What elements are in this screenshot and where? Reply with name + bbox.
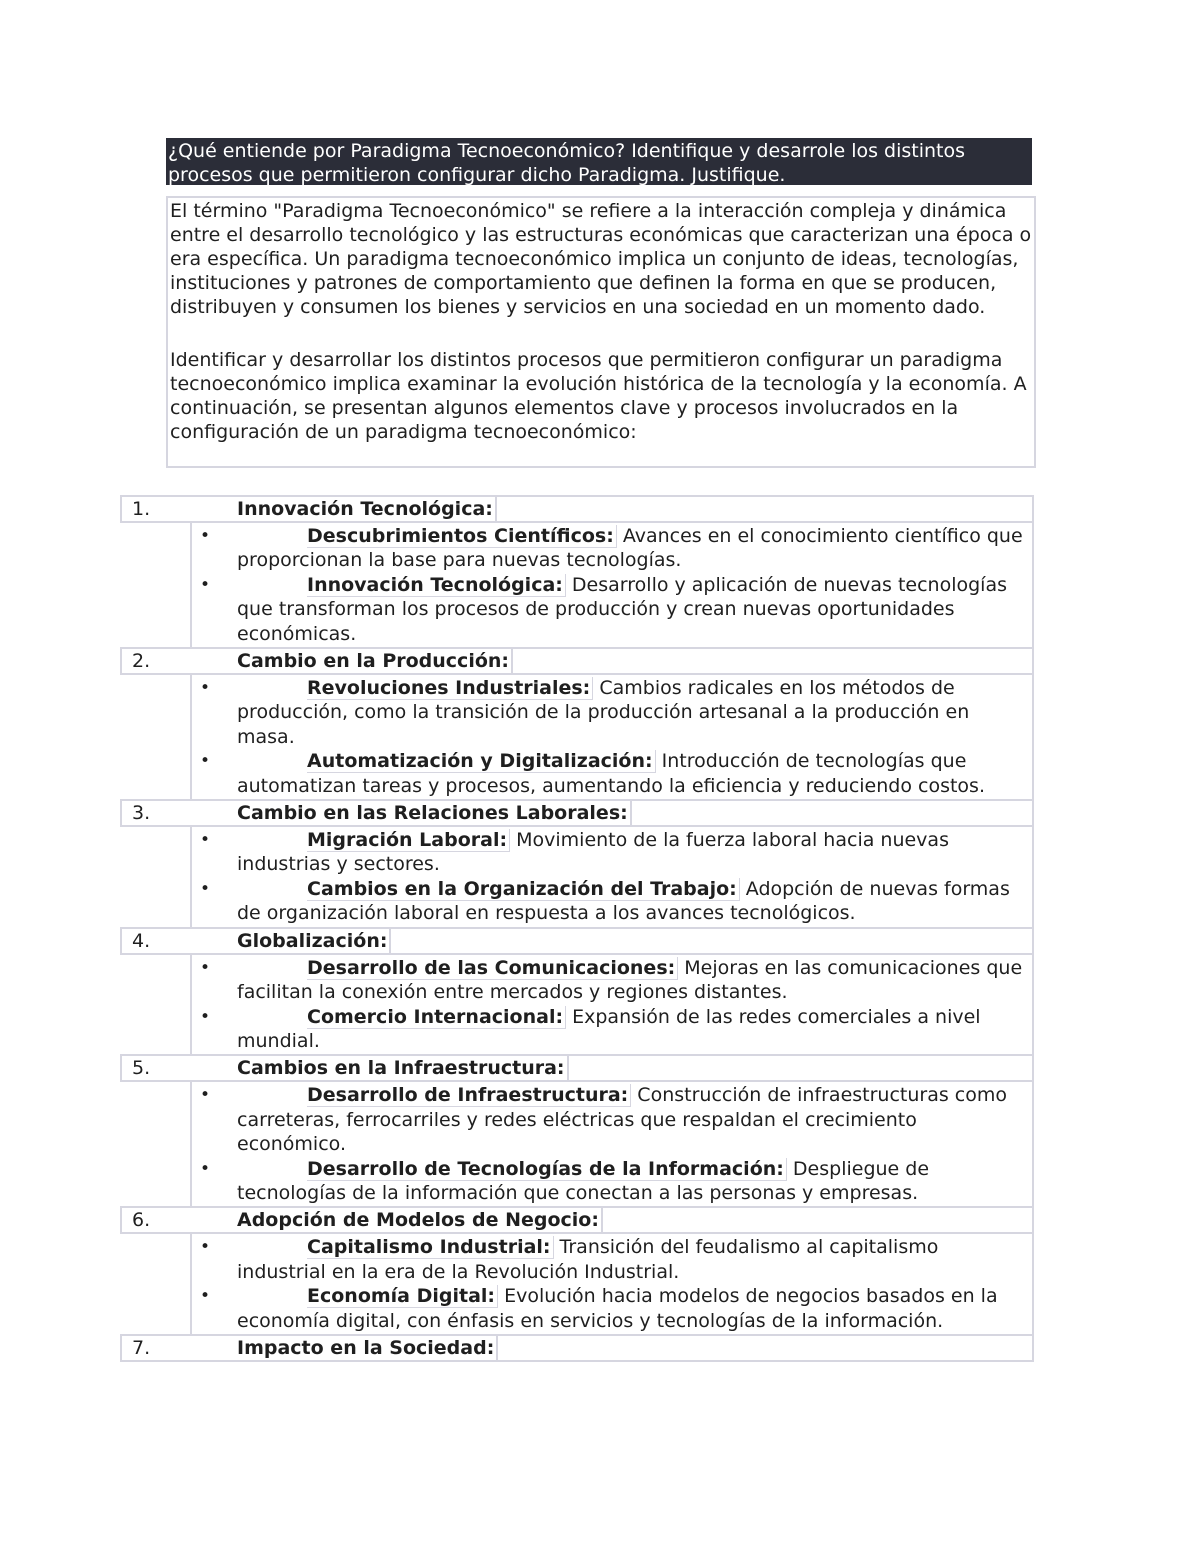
section-title: Adopción de Modelos de Negocio: bbox=[237, 1208, 603, 1232]
bullet-icon: • bbox=[200, 678, 211, 699]
section-number: 7. bbox=[132, 1336, 151, 1359]
bullet-icon: • bbox=[200, 1286, 211, 1307]
section-number: 6. bbox=[132, 1209, 151, 1232]
bullet-icon: • bbox=[200, 957, 211, 978]
answer-box bbox=[166, 196, 1036, 468]
section-body bbox=[190, 675, 1034, 799]
bullet-icon: • bbox=[200, 830, 211, 851]
list-item bbox=[192, 1083, 1032, 1156]
section-title: Impacto en la Sociedad: bbox=[237, 1336, 498, 1360]
section-title: Cambios en la Infraestructura: bbox=[237, 1056, 569, 1080]
item-label: Desarrollo de Infraestructura: bbox=[307, 1084, 631, 1107]
list-item bbox=[192, 749, 1032, 798]
answer-paragraph: El término "Paradigma Tecnoeconómico" se refiere a la interacción compleja y dinámica entre el desarrollo tecnológico y las estructuras económicas que caracterizan una época o era específica. Un paradigma tecnoeconómico implica un conjunto de ideas, tecnologías, instituciones y patrones de comportamiento que definen la forma en que se producen, distribuyen y consumen los bienes y servicios en una sociedad en un momento dado. bbox=[170, 200, 1032, 318]
bullet-icon: • bbox=[200, 1158, 211, 1179]
item-label: Innovación Tecnológica: bbox=[307, 574, 566, 597]
list-item bbox=[192, 1157, 1032, 1206]
item-label: Descubrimientos Científicos: bbox=[307, 525, 617, 548]
item-text: Cambios radicales en los métodos de producción, como la transición de la producción artesanal a la producción en masa. bbox=[237, 677, 970, 748]
section-title: Globalización: bbox=[237, 929, 391, 953]
list-item bbox=[192, 828, 1032, 877]
item-text: Transición del feudalismo al capitalismo industrial en la era de la Revolución Industrial. bbox=[237, 1236, 939, 1283]
section-number: 5. bbox=[132, 1057, 151, 1080]
section-number: 2. bbox=[132, 650, 151, 673]
section-body bbox=[190, 523, 1034, 647]
item-text: Mejoras en las comunicaciones que facilitan la conexión entre mercados y regiones distantes. bbox=[237, 956, 1023, 1004]
item-text: Adopción de nuevas formas de organización laboral en respuesta a los avances tecnológicos. bbox=[237, 877, 1010, 925]
item-text: Evolución hacia modelos de negocios basados en la economía digital, con énfasis en servicios y tecnologías de la información. bbox=[237, 1285, 998, 1332]
item-text: Expansión de las redes comerciales a nivel mundial. bbox=[237, 1005, 981, 1052]
item-text: Avances en el conocimiento científico que proporcionan la base para nuevas tecnologías. bbox=[237, 525, 1023, 572]
list-item bbox=[192, 524, 1032, 573]
bullet-icon: • bbox=[200, 1006, 211, 1027]
item-text: Construcción de infraestructuras como carreteras, ferrocarriles y redes eléctricas que respaldan el crecimiento económico. bbox=[237, 1084, 1007, 1156]
item-text: Desarrollo y aplicación de nuevas tecnologías que transforman los procesos de producción y crean nuevas oportunidades económicas. bbox=[237, 573, 1008, 645]
item-label: Cambios en la Organización del Trabajo: bbox=[307, 878, 740, 901]
section-title: Cambio en la Producción: bbox=[237, 649, 513, 673]
section-title: Innovación Tecnológica: bbox=[237, 497, 497, 521]
question-heading: ¿Qué entiende por Paradigma Tecnoeconómico? Identifique y desarrole los distintos procesos que permitieron configurar dicho Paradigma. Justifique. bbox=[166, 138, 1032, 185]
list-item bbox=[192, 1005, 1032, 1054]
list-item bbox=[192, 1284, 1032, 1333]
section-heading bbox=[120, 927, 1034, 955]
bullet-icon: • bbox=[200, 751, 211, 772]
list-item bbox=[192, 1235, 1032, 1284]
bullet-icon: • bbox=[200, 878, 211, 899]
list-item bbox=[192, 877, 1032, 926]
bullet-icon: • bbox=[200, 526, 211, 546]
section-heading bbox=[120, 1054, 1034, 1082]
section-number: 4. bbox=[132, 929, 151, 952]
item-label: Revoluciones Industriales: bbox=[307, 677, 593, 700]
item-text: Introducción de tecnologías que automatizan tareas y procesos, aumentando la eficiencia y reduciendo costos. bbox=[237, 750, 985, 797]
section-title: Cambio en las Relaciones Laborales: bbox=[237, 801, 632, 825]
list-item bbox=[192, 573, 1032, 646]
section-number: 1. bbox=[132, 498, 151, 520]
section-body bbox=[190, 1234, 1034, 1334]
bullet-icon: • bbox=[200, 1237, 211, 1258]
bullet-icon: • bbox=[200, 574, 211, 595]
section-heading bbox=[120, 495, 1034, 523]
section-body bbox=[190, 827, 1034, 927]
section-heading bbox=[120, 647, 1034, 675]
item-label: Capitalismo Industrial: bbox=[307, 1236, 554, 1259]
process-list bbox=[120, 495, 1034, 1362]
list-item bbox=[192, 956, 1032, 1005]
section-number: 3. bbox=[132, 802, 151, 825]
list-item bbox=[192, 676, 1032, 749]
section-heading bbox=[120, 1334, 1034, 1362]
item-label: Automatización y Digitalización: bbox=[307, 750, 656, 773]
section-heading bbox=[120, 799, 1034, 827]
item-label: Migración Laboral: bbox=[307, 829, 510, 852]
item-text: Movimiento de la fuerza laboral hacia nuevas industrias y sectores. bbox=[237, 829, 949, 876]
section-body bbox=[190, 1082, 1034, 1206]
bullet-icon: • bbox=[200, 1085, 211, 1106]
section-heading bbox=[120, 1206, 1034, 1234]
answer-paragraph: Identificar y desarrollar los distintos procesos que permitieron configurar un paradigma tecnoeconómico implica examinar la evolución histórica de la tecnología y la economía. A continuación, se presentan algunos elementos clave y procesos involucrados en la configuración de un paradigma tecnoeconómico: bbox=[170, 349, 1027, 443]
item-label: Comercio Internacional: bbox=[307, 1006, 566, 1029]
item-label: Economía Digital: bbox=[307, 1285, 498, 1308]
section-body bbox=[190, 955, 1034, 1055]
item-label: Desarrollo de las Comunicaciones: bbox=[307, 957, 678, 980]
item-text: Despliegue de tecnologías de la información que conectan a las personas y empresas. bbox=[237, 1157, 930, 1204]
item-label: Desarrollo de Tecnologías de la Información: bbox=[307, 1158, 787, 1181]
